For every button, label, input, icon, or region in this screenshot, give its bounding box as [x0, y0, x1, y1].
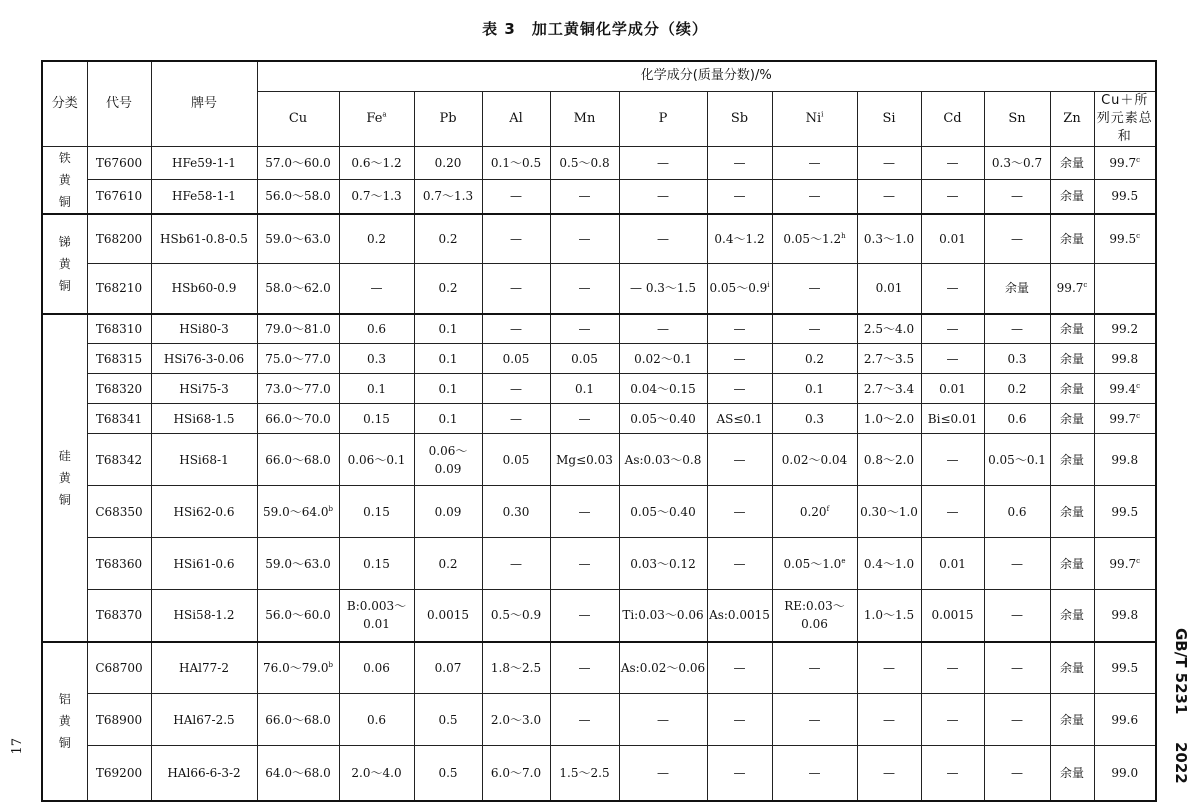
ni-cell: —	[772, 746, 857, 801]
al-cell: 0.05	[482, 344, 550, 374]
table-row	[42, 264, 1156, 314]
p-cell: 0.03～0.12	[619, 538, 707, 590]
al-cell: —	[482, 314, 550, 344]
mn-cell: —	[550, 694, 619, 746]
ni-note: e	[841, 556, 846, 565]
total-cell: 99.5	[1094, 180, 1156, 214]
header-pb: Pb	[414, 91, 482, 146]
header-category: 分类	[42, 61, 87, 146]
fe-cell: —	[339, 264, 414, 314]
grade-cell: HSb61-0.8-0.5	[151, 214, 257, 264]
table-row	[42, 314, 1156, 344]
fe-cell: 0.6～1.2	[339, 146, 414, 180]
total-cell: 99.5	[1094, 486, 1156, 538]
total-cell	[1094, 264, 1156, 314]
sn-cell: —	[984, 180, 1050, 214]
si-cell: —	[857, 694, 921, 746]
ni-cell: —	[772, 314, 857, 344]
si-cell: 0.8～2.0	[857, 434, 921, 486]
p-cell: —	[619, 214, 707, 264]
sb-cell: —	[707, 642, 772, 694]
cu-cell: 66.0～70.0	[257, 404, 339, 434]
pb-cell: 0.20	[414, 146, 482, 180]
page-number: 17	[10, 738, 25, 755]
zn-cell: 余量	[1050, 404, 1094, 434]
total-cell: 99.7$^c$	[1094, 146, 1156, 180]
p-cell: —	[619, 746, 707, 801]
table-row	[42, 146, 1156, 180]
zn-cell: 余量	[1050, 344, 1094, 374]
cd-cell: 0.01	[921, 538, 984, 590]
header-mn: Mn	[550, 91, 619, 146]
pb-cell: 0.09	[414, 486, 482, 538]
header-si: Si	[857, 91, 921, 146]
cu-cell: 56.0～60.0	[257, 590, 339, 642]
al-cell: 1.8～2.5	[482, 642, 550, 694]
mn-cell: 1.5～2.5	[550, 746, 619, 801]
fe-cell: 0.06～0.1	[339, 434, 414, 486]
sn-cell: —	[984, 314, 1050, 344]
cd-cell: —	[921, 486, 984, 538]
sb-cell: —	[707, 746, 772, 801]
pb-cell: 0.1	[414, 404, 482, 434]
header-fe: Fe$^a$	[339, 91, 414, 146]
cd-cell: —	[921, 434, 984, 486]
sb-cell: —	[707, 146, 772, 180]
sb-cell: —	[707, 434, 772, 486]
header-fe-note: a	[382, 110, 387, 119]
code-cell: T68360	[87, 538, 151, 590]
total-note: c	[1136, 556, 1141, 565]
table-row	[42, 214, 1156, 264]
zn-cell: 余量	[1050, 314, 1094, 344]
total-cell: 99.0	[1094, 746, 1156, 801]
table-row	[42, 538, 1156, 590]
zn-cell: 余量	[1050, 538, 1094, 590]
table-row	[42, 590, 1156, 642]
fe-cell: 2.0～4.0	[339, 746, 414, 801]
zn-note: c	[1083, 281, 1088, 290]
pb-cell: 0.5	[414, 746, 482, 801]
category-cell: 锑黄铜	[42, 214, 87, 314]
header-grade: 牌号	[151, 61, 257, 146]
cd-cell: —	[921, 264, 984, 314]
total-note: c	[1136, 381, 1141, 390]
pb-cell: 0.1	[414, 374, 482, 404]
cu-cell: 58.0～62.0	[257, 264, 339, 314]
al-cell: —	[482, 404, 550, 434]
ni-cell: 0.20$^f$	[772, 486, 857, 538]
si-cell: 2.5～4.0	[857, 314, 921, 344]
total-cell: 99.8	[1094, 344, 1156, 374]
ni-cell: —	[772, 694, 857, 746]
cu-cell: 57.0～60.0	[257, 146, 339, 180]
sn-cell: 0.6	[984, 404, 1050, 434]
sb-cell: —	[707, 538, 772, 590]
header-ni-note: i	[821, 110, 824, 119]
zn-cell: 余量	[1050, 180, 1094, 214]
grade-cell: HSi80-3	[151, 314, 257, 344]
header-cd: Cd	[921, 91, 984, 146]
header-total: Cu＋所列元素总和	[1094, 91, 1156, 146]
mn-cell: 0.1	[550, 374, 619, 404]
mn-cell: —	[550, 314, 619, 344]
header-zn: Zn	[1050, 91, 1094, 146]
mn-cell: 0.05	[550, 344, 619, 374]
grade-cell: HSb60-0.9	[151, 264, 257, 314]
code-cell: C68350	[87, 486, 151, 538]
total-cell: 99.4$^c$	[1094, 374, 1156, 404]
code-cell: T68210	[87, 264, 151, 314]
fe-cell: 0.6	[339, 694, 414, 746]
composition-table	[41, 60, 1157, 802]
zn-cell: 余量	[1050, 642, 1094, 694]
al-cell: 0.05	[482, 434, 550, 486]
fe-cell: 0.6	[339, 314, 414, 344]
sb-cell: 0.4～1.2	[707, 214, 772, 264]
mn-cell: 0.5～0.8	[550, 146, 619, 180]
cd-cell: —	[921, 694, 984, 746]
code-cell: T68370	[87, 590, 151, 642]
sn-cell: 0.2	[984, 374, 1050, 404]
al-cell: 2.0～3.0	[482, 694, 550, 746]
cu-cell: 76.0～79.0$^b$	[257, 642, 339, 694]
mn-cell: —	[550, 180, 619, 214]
si-cell: 0.4～1.0	[857, 538, 921, 590]
si-cell: 2.7～3.5	[857, 344, 921, 374]
si-cell: 1.0～1.5	[857, 590, 921, 642]
table-row	[42, 344, 1156, 374]
sn-cell: —	[984, 746, 1050, 801]
p-cell: —	[619, 180, 707, 214]
cu-note: b	[328, 504, 333, 513]
table-row	[42, 434, 1156, 486]
p-cell: 0.02～0.1	[619, 344, 707, 374]
cd-cell: 0.01	[921, 374, 984, 404]
grade-cell: HAl77-2	[151, 642, 257, 694]
sn-cell: —	[984, 214, 1050, 264]
grade-cell: HSi61-0.6	[151, 538, 257, 590]
total-cell: 99.7$^c$	[1094, 538, 1156, 590]
p-cell: As:0.02～0.06	[619, 642, 707, 694]
fe-cell: 0.3	[339, 344, 414, 374]
grade-cell: HSi62-0.6	[151, 486, 257, 538]
grade-cell: HAl66-6-3-2	[151, 746, 257, 801]
fe-cell: 0.15	[339, 404, 414, 434]
table-row	[42, 694, 1156, 746]
zn-cell: 余量	[1050, 374, 1094, 404]
mn-cell: —	[550, 404, 619, 434]
ni-cell: —	[772, 264, 857, 314]
al-cell: —	[482, 264, 550, 314]
si-cell: 0.01	[857, 264, 921, 314]
p-cell: 0.05～0.40	[619, 486, 707, 538]
zn-cell: 99.7$^c$	[1050, 264, 1094, 314]
cd-cell: —	[921, 314, 984, 344]
zn-cell: 余量	[1050, 746, 1094, 801]
ni-note: f	[826, 504, 830, 513]
cu-cell: 66.0～68.0	[257, 434, 339, 486]
sn-cell: 0.6	[984, 486, 1050, 538]
table-row	[42, 374, 1156, 404]
fe-cell: 0.1	[339, 374, 414, 404]
mn-cell: —	[550, 486, 619, 538]
ni-cell: 0.3	[772, 404, 857, 434]
al-cell: —	[482, 214, 550, 264]
pb-cell: 0.2	[414, 538, 482, 590]
pb-cell: 0.2	[414, 264, 482, 314]
total-note: c	[1136, 411, 1141, 420]
sb-cell: —	[707, 694, 772, 746]
si-cell: 0.3～1.0	[857, 214, 921, 264]
code-cell: T68320	[87, 374, 151, 404]
mn-cell: —	[550, 538, 619, 590]
zn-cell: 余量	[1050, 214, 1094, 264]
al-cell: 0.1～0.5	[482, 146, 550, 180]
ni-cell: —	[772, 146, 857, 180]
sb-cell: —	[707, 314, 772, 344]
grade-cell: HSi68-1.5	[151, 404, 257, 434]
si-cell: 0.30～1.0	[857, 486, 921, 538]
table-row	[42, 746, 1156, 801]
header-code: 代号	[87, 61, 151, 146]
sb-cell: As:0.0015	[707, 590, 772, 642]
pb-cell: 0.5	[414, 694, 482, 746]
sn-cell: 0.05～0.1	[984, 434, 1050, 486]
cd-cell: —	[921, 146, 984, 180]
mn-cell: Mg≤0.03	[550, 434, 619, 486]
cd-cell: —	[921, 746, 984, 801]
code-cell: T68315	[87, 344, 151, 374]
si-cell: —	[857, 642, 921, 694]
sb-cell: —	[707, 344, 772, 374]
grade-cell: HSi76-3-0.06	[151, 344, 257, 374]
p-cell: —	[619, 694, 707, 746]
category-cell: 铁黄铜	[42, 146, 87, 214]
al-cell: 0.30	[482, 486, 550, 538]
total-cell: 99.6	[1094, 694, 1156, 746]
ni-cell: 0.05～1.0e	[772, 538, 857, 590]
code-cell: C68700	[87, 642, 151, 694]
sn-cell: 0.3～0.7	[984, 146, 1050, 180]
cd-cell: 0.01	[921, 214, 984, 264]
zn-cell: 余量	[1050, 434, 1094, 486]
sn-cell: 0.3	[984, 344, 1050, 374]
table-row	[42, 642, 1156, 694]
cu-cell: 64.0～68.0	[257, 746, 339, 801]
sb-note: i	[767, 281, 770, 290]
si-cell: —	[857, 146, 921, 180]
header-p: P	[619, 91, 707, 146]
p-cell: — 0.3～1.5	[619, 264, 707, 314]
grade-cell: HSi68-1	[151, 434, 257, 486]
table-row	[42, 404, 1156, 434]
pb-cell: 0.7～1.3	[414, 180, 482, 214]
total-note: c	[1136, 231, 1141, 240]
ni-cell: 0.02～0.04	[772, 434, 857, 486]
ni-cell: 0.2	[772, 344, 857, 374]
cd-cell: Bi≤0.01	[921, 404, 984, 434]
sn-cell: 余量	[984, 264, 1050, 314]
cd-cell: 0.0015	[921, 590, 984, 642]
header-row-1	[42, 61, 1156, 91]
ni-cell: 0.1	[772, 374, 857, 404]
al-cell: 6.0～7.0	[482, 746, 550, 801]
sn-cell: —	[984, 642, 1050, 694]
cd-cell: —	[921, 344, 984, 374]
table-title: 表 3 加工黄铜化学成分（续）	[482, 20, 708, 38]
fe-cell: 0.7～1.3	[339, 180, 414, 214]
code-cell: T68310	[87, 314, 151, 344]
category-cell: 铝黄铜	[42, 642, 87, 801]
fe-cell: 0.2	[339, 214, 414, 264]
mn-cell: —	[550, 214, 619, 264]
p-cell: —	[619, 146, 707, 180]
ni-cell: —	[772, 642, 857, 694]
si-cell: 1.0～2.0	[857, 404, 921, 434]
sb-cell: —	[707, 486, 772, 538]
header-composition: 化学成分(质量分数)/%	[257, 61, 1156, 91]
p-cell: 0.05～0.40	[619, 404, 707, 434]
si-cell: —	[857, 746, 921, 801]
cu-cell: 59.0～63.0	[257, 538, 339, 590]
pb-cell: 0.07	[414, 642, 482, 694]
fe-cell: 0.15	[339, 538, 414, 590]
total-cell: 99.2	[1094, 314, 1156, 344]
al-cell: —	[482, 538, 550, 590]
cu-cell: 59.0～64.0$^b$	[257, 486, 339, 538]
code-cell: T68200	[87, 214, 151, 264]
cu-cell: 75.0～77.0	[257, 344, 339, 374]
cd-cell: —	[921, 642, 984, 694]
total-note: c	[1136, 155, 1141, 164]
grade-cell: HSi58-1.2	[151, 590, 257, 642]
p-cell: Ti:0.03～0.06	[619, 590, 707, 642]
cu-cell: 73.0～77.0	[257, 374, 339, 404]
sb-cell: —	[707, 180, 772, 214]
zn-cell: 余量	[1050, 694, 1094, 746]
table-body	[42, 146, 1156, 801]
p-cell: As:0.03～0.8	[619, 434, 707, 486]
grade-cell: HFe58-1-1	[151, 180, 257, 214]
al-cell: —	[482, 180, 550, 214]
sb-cell: —	[707, 374, 772, 404]
header-sn: Sn	[984, 91, 1050, 146]
pb-cell: 0.0015	[414, 590, 482, 642]
mn-cell: —	[550, 264, 619, 314]
ni-cell: —	[772, 180, 857, 214]
cd-cell: —	[921, 180, 984, 214]
grade-cell: HFe59-1-1	[151, 146, 257, 180]
standard-code: GB/T 5231	[1172, 628, 1190, 715]
fe-cell: 0.06	[339, 642, 414, 694]
table-row	[42, 180, 1156, 214]
al-cell: 0.5～0.9	[482, 590, 550, 642]
code-cell: T69200	[87, 746, 151, 801]
code-cell: T68342	[87, 434, 151, 486]
fe-cell: B:0.003～0.01	[339, 590, 414, 642]
zn-cell: 余量	[1050, 146, 1094, 180]
total-cell: 99.8	[1094, 590, 1156, 642]
total-cell: 99.8	[1094, 434, 1156, 486]
zn-cell: 余量	[1050, 590, 1094, 642]
code-cell: T67610	[87, 180, 151, 214]
grade-cell: HSi75-3	[151, 374, 257, 404]
category-cell: 硅黄铜	[42, 314, 87, 642]
cu-cell: 79.0～81.0	[257, 314, 339, 344]
header-sb: Sb	[707, 91, 772, 146]
ni-note: h	[841, 231, 846, 240]
mn-cell: —	[550, 590, 619, 642]
ni-cell: RE:0.03～0.06	[772, 590, 857, 642]
pb-cell: 0.06～0.09	[414, 434, 482, 486]
pb-cell: 0.1	[414, 314, 482, 344]
cu-note: b	[328, 660, 333, 669]
standard-year: 2022	[1172, 742, 1190, 784]
total-cell: 99.5$^c$	[1094, 214, 1156, 264]
code-cell: T68341	[87, 404, 151, 434]
code-cell: T68900	[87, 694, 151, 746]
cu-cell: 66.0～68.0	[257, 694, 339, 746]
code-cell: T67600	[87, 146, 151, 180]
cu-cell: 56.0～58.0	[257, 180, 339, 214]
mn-cell: —	[550, 642, 619, 694]
cu-cell: 59.0～63.0	[257, 214, 339, 264]
total-cell: 99.5	[1094, 642, 1156, 694]
header-cu: Cu	[257, 91, 339, 146]
header-ni: Ni$^i$	[772, 91, 857, 146]
sn-cell: —	[984, 590, 1050, 642]
sn-cell: —	[984, 538, 1050, 590]
al-cell: —	[482, 374, 550, 404]
sb-cell: 0.05～0.9$^i$	[707, 264, 772, 314]
p-cell: 0.04～0.15	[619, 374, 707, 404]
si-cell: 2.7～3.4	[857, 374, 921, 404]
zn-cell: 余量	[1050, 486, 1094, 538]
sn-cell: —	[984, 694, 1050, 746]
table-row	[42, 486, 1156, 538]
sb-cell: AS≤0.1	[707, 404, 772, 434]
pb-cell: 0.2	[414, 214, 482, 264]
grade-cell: HAl67-2.5	[151, 694, 257, 746]
total-cell: 99.7$^c$	[1094, 404, 1156, 434]
header-al: Al	[482, 91, 550, 146]
fe-cell: 0.15	[339, 486, 414, 538]
ni-cell: 0.05～1.2$^h$	[772, 214, 857, 264]
si-cell: —	[857, 180, 921, 214]
p-cell: —	[619, 314, 707, 344]
pb-cell: 0.1	[414, 344, 482, 374]
